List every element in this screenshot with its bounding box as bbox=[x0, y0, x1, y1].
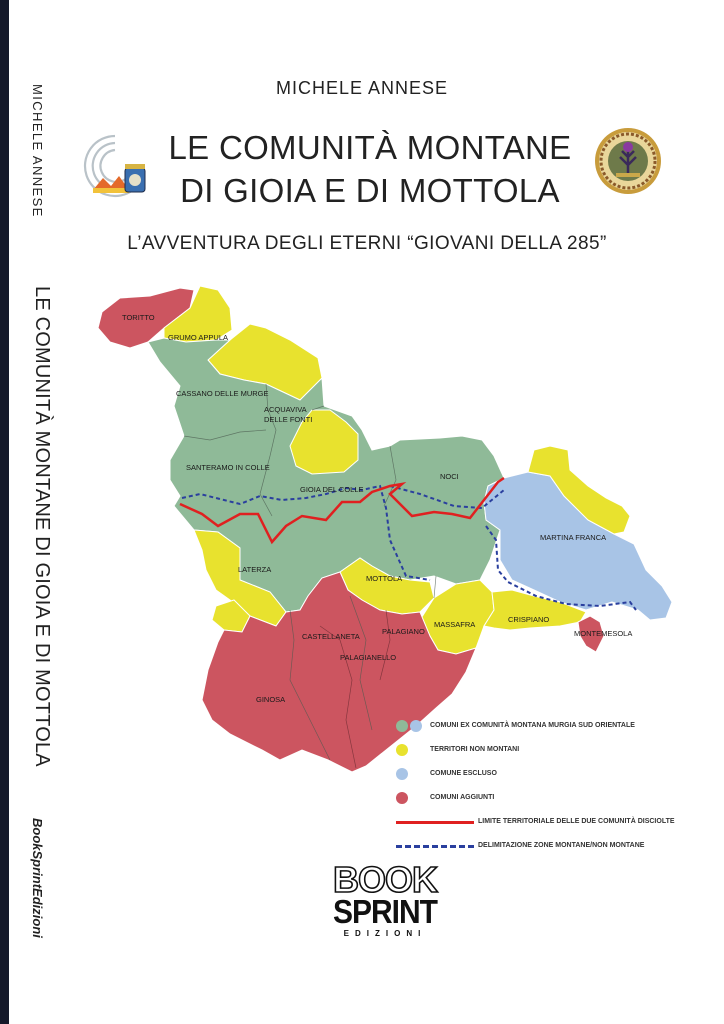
blue-dot-icon bbox=[410, 720, 422, 732]
map-label-santeramo: SANTERAMO IN COLLE bbox=[186, 463, 270, 472]
map-label-mottola: MOTTOLA bbox=[366, 574, 403, 583]
red-line-icon bbox=[396, 821, 474, 824]
shield-icon bbox=[125, 164, 145, 192]
map-label-ginosa: GINOSA bbox=[256, 695, 286, 704]
map-label-palagianello: PALAGIANELLO bbox=[340, 653, 397, 662]
yellow-dot-icon bbox=[396, 744, 408, 756]
map-label-massafra: MASSAFRA bbox=[434, 620, 476, 629]
map-label-acquaviva-1: ACQUAVIVA bbox=[264, 405, 307, 414]
map-label-crispiano: CRISPIANO bbox=[508, 615, 550, 624]
publisher-edizioni: EDIZIONI bbox=[343, 929, 427, 938]
spine-text bbox=[30, 0, 53, 1024]
territory-map bbox=[90, 280, 690, 780]
map-label-laterza: LATERZA bbox=[238, 565, 272, 574]
legend-item-red bbox=[396, 792, 696, 816]
spine-title: LE COMUNITÀ MONTANE DI GIOIA E DI MOTTOLA bbox=[31, 286, 53, 767]
map-label-gioia: GIOIA DEL COLLE bbox=[300, 485, 364, 494]
map-label-toritto: TORITTO bbox=[122, 313, 155, 322]
legend-item-boundary bbox=[396, 816, 696, 840]
dashed-line-icon bbox=[396, 845, 474, 848]
spine-publisher: BookSprintEdizioni bbox=[30, 818, 45, 938]
publisher-logo bbox=[320, 859, 450, 942]
legend-label: COMUNI AGGIUNTI bbox=[430, 794, 495, 801]
emblem-right bbox=[594, 127, 662, 195]
legend-item-green bbox=[396, 720, 696, 744]
map-label-castellaneta: CASTELLANETA bbox=[302, 632, 360, 641]
cover-title-line1: LE COMUNITÀ MONTANE bbox=[168, 129, 572, 166]
community-logo-left bbox=[75, 128, 155, 204]
cover-title bbox=[120, 126, 620, 212]
cover-subtitle: L’AVVENTURA DEGLI ETERNI “GIOVANI DELLA 285” bbox=[127, 233, 607, 254]
map-label-martina: MARTINA FRANCA bbox=[540, 533, 607, 542]
legend-label: DELIMITAZIONE ZONE MONTANE/NON MONTANE bbox=[478, 842, 645, 849]
map-label-cassano: CASSANO DELLE MURGE bbox=[176, 389, 269, 398]
spine-author: MICHELE ANNESE bbox=[30, 84, 45, 218]
cover-author: MICHELE ANNESE bbox=[275, 78, 449, 98]
map-legend bbox=[396, 720, 696, 864]
legend-label: LIMITE TERRITORIALE DELLE DUE COMUNITÀ DISCIOLTE bbox=[478, 818, 675, 825]
cover-title-line2: DI GIOIA E DI MOTTOLA bbox=[180, 172, 560, 209]
legend-label: COMUNE ESCLUSO bbox=[430, 770, 497, 777]
map-label-grumo: GRUMO APPULA bbox=[168, 333, 229, 342]
legend-item-dashed bbox=[396, 840, 696, 864]
legend-label: TERRITORI NON MONTANI bbox=[430, 746, 520, 753]
publisher-book: BOOK bbox=[333, 859, 437, 900]
map-label-palagiano: PALAGIANO bbox=[382, 627, 425, 636]
map-label-montemesola: MONTEMESOLA bbox=[574, 629, 633, 638]
map-label-noci: NOCI bbox=[440, 472, 459, 481]
blue-dot-icon bbox=[396, 768, 408, 780]
legend-label: COMUNI EX COMUNITÀ MONTANA MURGIA SUD ORIENTALE bbox=[430, 722, 635, 729]
legend-item-blue bbox=[396, 768, 696, 792]
map-label-acquaviva-2: DELLE FONTI bbox=[264, 415, 313, 424]
green-dot-icon bbox=[396, 720, 408, 732]
legend-item-yellow bbox=[396, 744, 696, 768]
spine-strip bbox=[0, 0, 9, 1024]
publisher-sprint: SPRINT bbox=[332, 894, 437, 931]
red-dot-icon bbox=[396, 792, 408, 804]
